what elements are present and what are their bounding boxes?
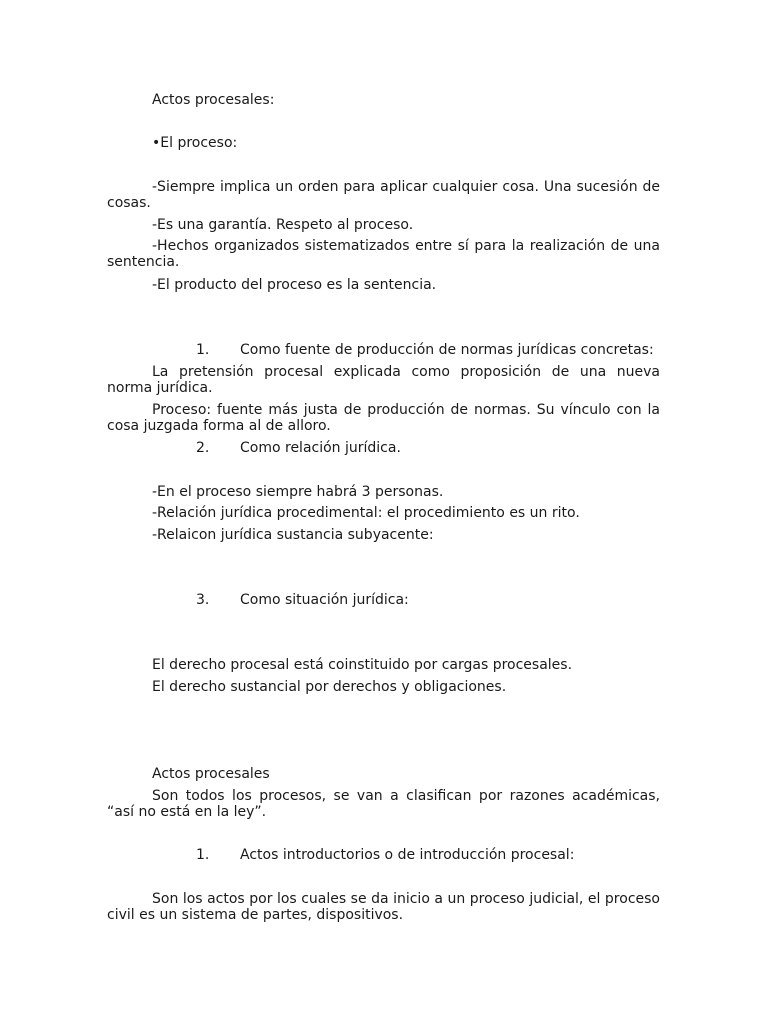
paragraph: Proceso: fuente más justa de producción de normas. Su vínculo con la cosa juzgada forma al de alloro.	[107, 402, 660, 434]
section-heading: Actos procesales	[152, 766, 270, 782]
paragraph: La pretensión procesal explicada como proposición de una nueva norma jurídica.	[107, 364, 660, 396]
paragraph: Son todos los procesos, se van a clasifican por razones académicas, “así no está en la ley”.	[107, 788, 660, 820]
proceso-point: -Hechos organizados sistematizados entre sí para la realización de una sentencia.	[107, 238, 660, 270]
section-title: Actos introductorios o de introducción procesal:	[240, 847, 575, 863]
list-number: 3.	[196, 592, 210, 608]
section-title: Como situación jurídica:	[240, 592, 409, 608]
line-item: El derecho sustancial por derechos y obligaciones.	[152, 679, 507, 695]
section-title: Como fuente de producción de normas jurídicas concretas:	[240, 342, 654, 358]
proceso-point: -Es una garantía. Respeto al proceso.	[152, 217, 414, 233]
list-number: 2.	[196, 440, 210, 456]
line-item: -En el proceso siempre habrá 3 personas.	[152, 484, 444, 500]
proceso-point: -El producto del proceso es la sentencia.	[152, 277, 437, 293]
list-number: 1.	[196, 342, 210, 358]
line-item: El derecho procesal está coinstituido por cargas procesales.	[152, 657, 573, 673]
paragraph: Son los actos por los cuales se da inicio a un proceso judicial, el proceso civil es un sistema de partes, dispositivos.	[107, 891, 660, 923]
section-title: Como relación jurídica.	[240, 440, 401, 456]
document-heading: Actos procesales:	[152, 92, 275, 108]
list-number: 1.	[196, 847, 210, 863]
line-item: -Relaicon jurídica sustancia subyacente:	[152, 527, 434, 543]
bullet-item: •El proceso:	[152, 135, 238, 151]
proceso-point: -Siempre implica un orden para aplicar cualquier cosa. Una sucesión de cosas.	[107, 179, 660, 211]
line-item: -Relación jurídica procedimental: el procedimiento es un rito.	[152, 505, 580, 521]
